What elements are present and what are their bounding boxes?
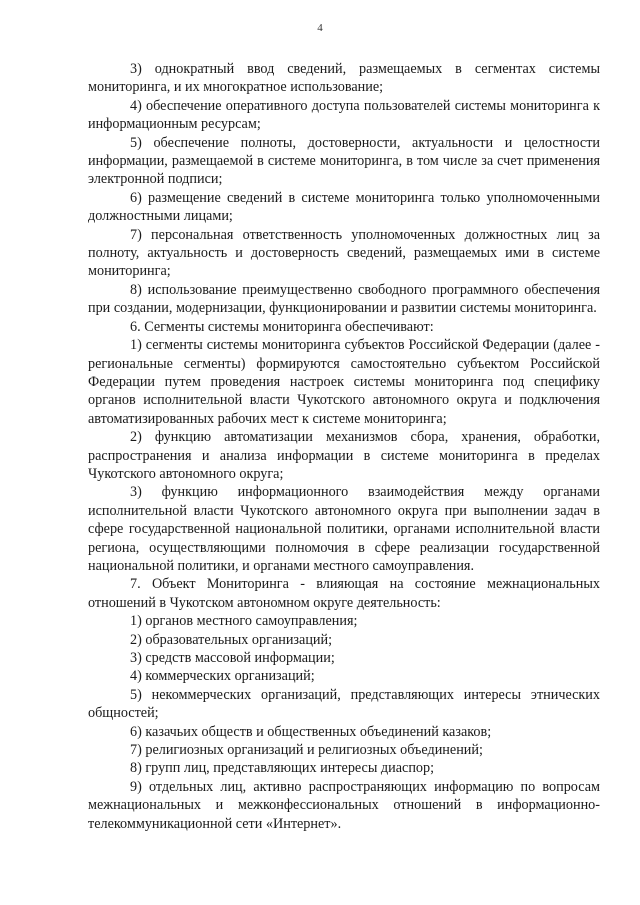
object-item-4: 4) коммерческих организаций; [130, 668, 315, 685]
paragraph-item-5: 5) обеспечение полноты, достоверности, актуальности и целостности информации, размещаемой в системе мониторинга, в том числе за счет применения электронной подписи; [88, 134, 600, 188]
section-6-heading: 6. Сегменты системы мониторинга обеспечивают: [130, 318, 434, 335]
object-item-3: 3) средств массовой информации; [130, 650, 335, 666]
segment-item-3: 3) функцию информационного взаимодействия между органами исполнительной власти Чукотского автономного округа при выполнении задач в сфере государственной национальной политики, органами исполнительной власти региона, осуществляющими полномочия в сфере реализации государственной национальной политики, и органами местного самоуправления. [88, 484, 600, 574]
object-item-5: 5) некоммерческих организаций, представляющих интересы этнических общностей; [88, 686, 600, 722]
paragraph-item-4: 4) обеспечение оперативного доступа пользователей системы мониторинга к информационным ресурсам; [88, 97, 600, 133]
object-item-8: 8) групп лиц, представляющих интересы диаспор; [130, 760, 435, 777]
paragraph-item-6: 6) размещение сведений в системе мониторинга только уполномоченными должностными лицами; [88, 189, 600, 225]
segment-item-1: 1) сегменты системы мониторинга субъектов Российской Федерации (далее - региональные сегменты) формируются самостоятельно субъектом Российской Федерации путем проведения настроек системы мониторинга под специфику органов исполнительной власти Чукотского автономного округа и подключения автоматизированных рабочих мест к системе мониторинга; [88, 337, 600, 427]
object-item-7: 7) религиозных организаций и религиозных объединений; [130, 742, 483, 759]
object-item-2: 2) образовательных организаций; [130, 631, 333, 648]
paragraph-item-3: 3) однократный ввод сведений, размещаемых в сегментах системы мониторинга, и их многократное использование; [88, 61, 600, 96]
segment-item-2: 2) функцию автоматизации механизмов сбора, хранения, обработки, распространения и анализа информации в системе мониторинга в пределах Чукотского автономного округа; [88, 429, 600, 482]
section-7-heading: 7. Объект Мониторинга - влияющая на состояние межнациональных отношений в Чукотском автономном округе деятельность: [88, 576, 600, 611]
page-number: 4 [317, 22, 323, 34]
document-body [88, 60, 600, 833]
object-item-1: 1) органов местного самоуправления; [130, 613, 358, 630]
object-item-9: 9) отдельных лиц, активно распространяющих информацию по вопросам межнациональных и межконфессиональных отношений в информационно-телекоммуникационной сети «Интернет». [88, 778, 600, 832]
paragraph-item-8: 8) использование преимущественно свободного программного обеспечения при создании, модернизации, функционировании и развитии системы мониторинга. [88, 281, 600, 317]
object-item-6: 6) казачьих обществ и общественных объединений казаков; [130, 723, 492, 740]
paragraph-item-7: 7) персональная ответственность уполномоченных должностных лиц за полноту, актуальность и достоверность сведений, размещаемых ими в системе мониторинга; [88, 226, 600, 280]
